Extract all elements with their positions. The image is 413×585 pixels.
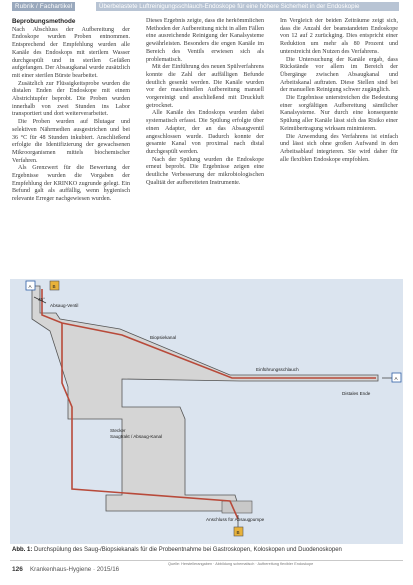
label-stecker-sub: Saugtrakt / Absaug-Kanal xyxy=(110,434,163,439)
footer-divider xyxy=(10,560,403,561)
page-number: 126 xyxy=(12,566,23,573)
figure-caption xyxy=(12,546,404,556)
paragraph: Die Untersuchung der Kanäle ergab, dass Rückstände vor allem im Bereich der Übergänge zwischen Absaugkanal und Arbeitskanal auftraten. Diese Stellen sind bei der manuellen Reinigung schwer zugänglich. xyxy=(280,56,398,94)
endoscope-diagram xyxy=(10,279,403,544)
figure-endoscope-diagram xyxy=(10,279,403,544)
paragraph: Die Ergebnisse unterstreichen die Bedeutung einer sorgfältigen Aufbereitung sämtlicher Kanalsysteme. Nur durch eine konsequente Spülung aller Kanäle lässt sich das Risiko einer Keimübertragung wirksam minimieren. xyxy=(280,95,398,132)
paragraph: Mit der Einführung des neuen Spülverfahrens konnte die Zahl der auffälligen Befunde deutlich gesenkt werden. Die Kanäle wurden vor der maschinellen Aufbereitung manuell vorgereinigt und anschließend mit Druckluft getrocknet. xyxy=(146,64,264,109)
paragraph: Nach der Spülung wurden die Endoskope erneut beprobt. Die Ergebnisse zeigen eine deutliche Verbesserung der mikrobiologischen Qualität der aufbereiteten Instrumente. xyxy=(146,156,264,186)
label-einfuehrungsschlauch: Einführungsschlauch xyxy=(256,367,299,372)
marker-a-label: A xyxy=(28,284,32,289)
paragraph: Die Proben wurden auf Blutagar und selektiven Nährmedien ausgestrichen und bei 36 °C für 48 Stunden inkubiert. Anschließend erfolgte die Identifizierung der gewachsenen Mikroorganismen mittels biochemischer Verfahren. xyxy=(12,119,130,164)
label-anschluss: Anschluss für Absaugpumpe xyxy=(206,517,265,522)
caption-number: Abb. 1: xyxy=(12,547,33,553)
header-strip xyxy=(0,0,413,13)
paragraph: Als Grenzwert für die Bewertung der Ergebnisse wurden die Vorgaben der Empfehlung der KRINKO zugrunde gelegt. Ein Befund galt als auffällig, wenn hygienisch relevante Erreger nachgewiesen wurden. xyxy=(12,165,130,203)
text-column-3 xyxy=(280,18,398,274)
marker-b-label: B xyxy=(52,284,56,289)
paragraph: Nach Abschluss der Aufbereitung der Endoskope wurden Proben entnommen. Entsprechend der Empfehlung wurden alle Kanäle des Endoskops mit sterilem Wasser durchgespült und in sterilen Gefäßen aufgefangen. Der Absaugkanal wurde zusätzlich mit einer sterilen Bürste bearbeitet. xyxy=(12,26,130,79)
caption-text: Durchspülung des Saug-/Biopsiekanals für die Probeentnahme bei Gastroskopen, Koloskopen und Duodenoskopen xyxy=(34,547,342,553)
angle-label: 45° xyxy=(38,297,45,302)
label-distales-ende: Distales Ende xyxy=(342,391,371,396)
footnote: Quelle: Herstellerangaben · Abbildung schematisch · Aufbereitung flexibler Endoskope xyxy=(168,562,314,566)
section-tag: Rubrik / Fachartikel xyxy=(12,2,75,11)
journal-name: Krankenhaus-Hygiene · 2015/16 xyxy=(30,566,120,573)
marker-a-label: A xyxy=(394,376,398,381)
running-title: Überbelastete Luftreinigungsschlauch-Endoskope für eine höhere Sicherheit in der Endoskopie xyxy=(96,2,399,11)
label-stecker: Stecker xyxy=(110,428,126,433)
label-biopsiekanal: Biopsiekanal xyxy=(150,335,177,340)
connector-block xyxy=(222,501,252,513)
paragraph: Dieses Ergebnis zeigte, dass die herkömmlichen Methoden der Aufbereitung nicht in allen Fällen eine ausreichende Reinigung der Kanalsysteme gewährleisten. Besonders die engen Kanäle im Bereich des Ventils erwiesen sich als problematisch. xyxy=(146,18,264,63)
paragraph: Die Anwendung des Verfahrens ist einfach und lässt sich ohne großen Aufwand in den Arbeitsablauf integrieren. Sie wird daher für alle flexiblen Endoskope empfohlen. xyxy=(280,133,398,163)
label-absaugventil: Absaug-Ventil xyxy=(50,303,79,308)
marker-b-label: B xyxy=(236,530,240,535)
section-heading: Beprobungsmethode xyxy=(12,18,76,25)
endoscope-body xyxy=(32,286,378,511)
text-column-2 xyxy=(146,18,264,274)
paragraph: Im Vergleich der beiden Zeiträume zeigt sich, dass die Anzahl der beanstandeten Endoskope von 12 auf 2 zurückging. Dies entspricht einer Reduktion um mehr als 80 Prozent und unterstreicht den Nutzen des Verfahrens. xyxy=(280,18,398,55)
paragraph: Zusätzlich zur Flüssigkeitsprobe wurden die distalen Enden der Endoskope mit einem Abstrichtupfer beprobt. Die Proben wurden innerhalb von zwei Stunden ins Labor transportiert und dort weiterverarbeitet. xyxy=(12,80,130,118)
text-column-1 xyxy=(12,18,130,274)
paragraph: Alle Kanäle des Endoskops wurden dabei systematisch erfasst. Die Spülung erfolgte über einen Adapter, der an das Absaugventil angeschlossen wurde. Dadurch konnte der gesamte Kanal von proximal nach distal durchgespült werden. xyxy=(146,110,264,155)
